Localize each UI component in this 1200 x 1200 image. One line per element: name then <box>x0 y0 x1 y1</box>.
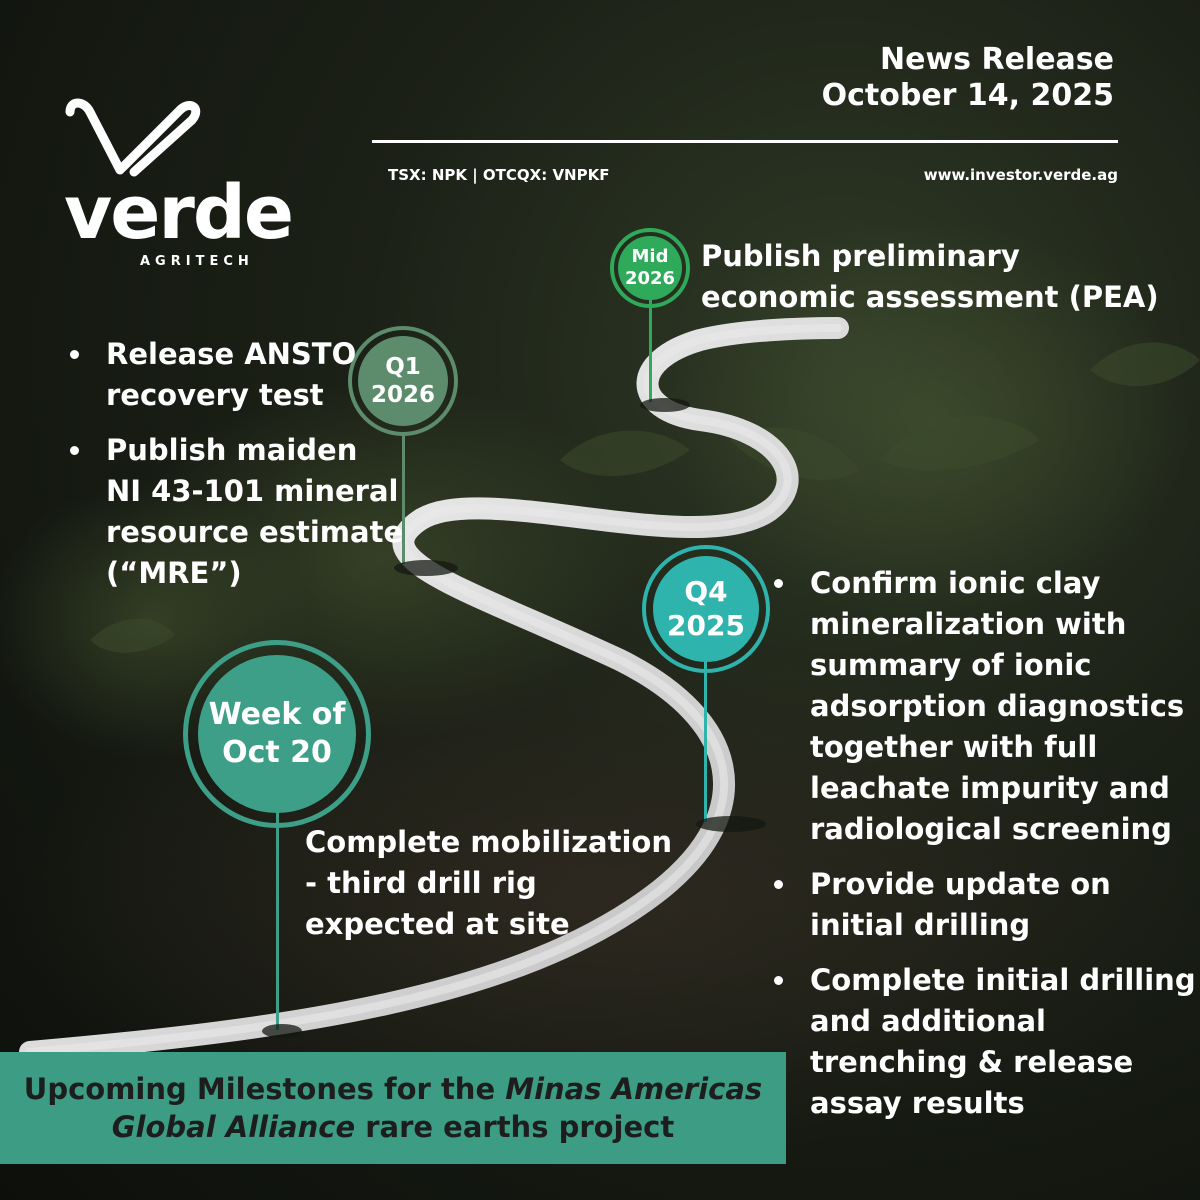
week-oct20-text-line2: - third drill rig <box>305 866 537 900</box>
banner-title <box>24 1070 762 1146</box>
week-oct20-stem <box>276 808 279 1030</box>
bullet-line: summary of ionic <box>810 648 1092 682</box>
bullet-line: mineralization with <box>810 607 1127 641</box>
q4-2025-bullet <box>770 960 1196 1124</box>
bullet-line: adsorption diagnostics <box>810 689 1185 723</box>
q1-2026-text <box>66 334 403 608</box>
week-oct20-ground-shadow <box>262 1024 302 1038</box>
ticker-symbols: TSX: NPK | OTCQX: VNPKF <box>388 166 610 184</box>
banner-line1-prefix: Upcoming Milestones for the <box>23 1072 506 1106</box>
q4-2025-marker-line1: Q4 <box>684 575 728 608</box>
week-oct20-marker <box>183 640 371 828</box>
release-date: October 14, 2025 <box>821 78 1114 113</box>
website-link[interactable]: www.investor.verde.ag <box>923 166 1118 184</box>
week-oct20-text <box>305 822 672 945</box>
bullet-line: resource estimate <box>106 515 404 549</box>
bullet-line: (“MRE”) <box>106 556 242 590</box>
milestones-banner <box>0 1052 786 1164</box>
q4-2025-ground-shadow <box>696 816 766 832</box>
banner-line2-italic: Global Alliance <box>111 1110 356 1144</box>
bullet-line: together with full <box>810 730 1098 764</box>
week-oct20-text-line1: Complete mobilization <box>305 825 672 859</box>
bullet-line: leachate impurity and <box>810 771 1170 805</box>
bullet-line: recovery test <box>106 378 324 412</box>
q4-2025-marker-line2: 2025 <box>667 609 745 642</box>
week-oct20-text-line3: expected at site <box>305 907 570 941</box>
q4-2025-text <box>770 563 1196 1138</box>
bullet-line: Provide update on <box>810 867 1111 901</box>
header-divider <box>372 140 1118 143</box>
mid2026-text-line1: Publish preliminary <box>701 239 1020 273</box>
bullet-line: Publish maiden <box>106 433 358 467</box>
q4-2025-marker <box>642 545 770 673</box>
banner-line2-suffix: rare earths project <box>355 1110 675 1144</box>
bullet-line: Confirm ionic clay <box>810 566 1101 600</box>
release-header <box>822 42 1114 114</box>
release-label: News Release <box>880 42 1114 77</box>
bullet-line: Release ANSTO <box>106 337 357 371</box>
bullet-line: Complete initial drilling <box>810 963 1196 997</box>
q1-2026-marker-line2: 2026 <box>370 382 435 408</box>
q4-2025-bullet <box>770 563 1196 850</box>
q1-2026-bullet <box>66 334 403 416</box>
q1-2026-ground-shadow <box>394 560 458 576</box>
bullet-line: assay results <box>810 1086 1025 1120</box>
mid2026-marker-line2: 2026 <box>624 268 676 289</box>
bullet-line: trenching & release <box>810 1045 1134 1079</box>
brand-name: verde <box>64 170 293 256</box>
week-oct20-marker-line2: Oct 20 <box>222 735 332 770</box>
q1-2026-marker-line1: Q1 <box>385 354 421 380</box>
bullet-line: NI 43-101 mineral <box>106 474 399 508</box>
verde-logo-icon <box>62 92 202 182</box>
q4-2025-bullet <box>770 864 1196 946</box>
week-oct20-marker-line1: Week of <box>208 697 346 732</box>
bullet-line: initial drilling <box>810 908 1031 942</box>
mid2026-ground-shadow <box>640 398 690 412</box>
mid2026-marker <box>610 228 690 308</box>
bullet-line: and additional <box>810 1004 1046 1038</box>
mid2026-text-line2: economic assessment (PEA) <box>701 280 1159 314</box>
bullet-line: radiological screening <box>810 812 1172 846</box>
mid2026-marker-line1: Mid <box>631 246 669 267</box>
brand-subtitle: AGRITECH <box>140 254 254 269</box>
q4-2025-stem <box>704 660 707 822</box>
mid2026-text <box>701 236 1159 318</box>
q1-2026-bullet <box>66 430 403 594</box>
banner-line1-italic: Minas Americas <box>505 1072 763 1106</box>
